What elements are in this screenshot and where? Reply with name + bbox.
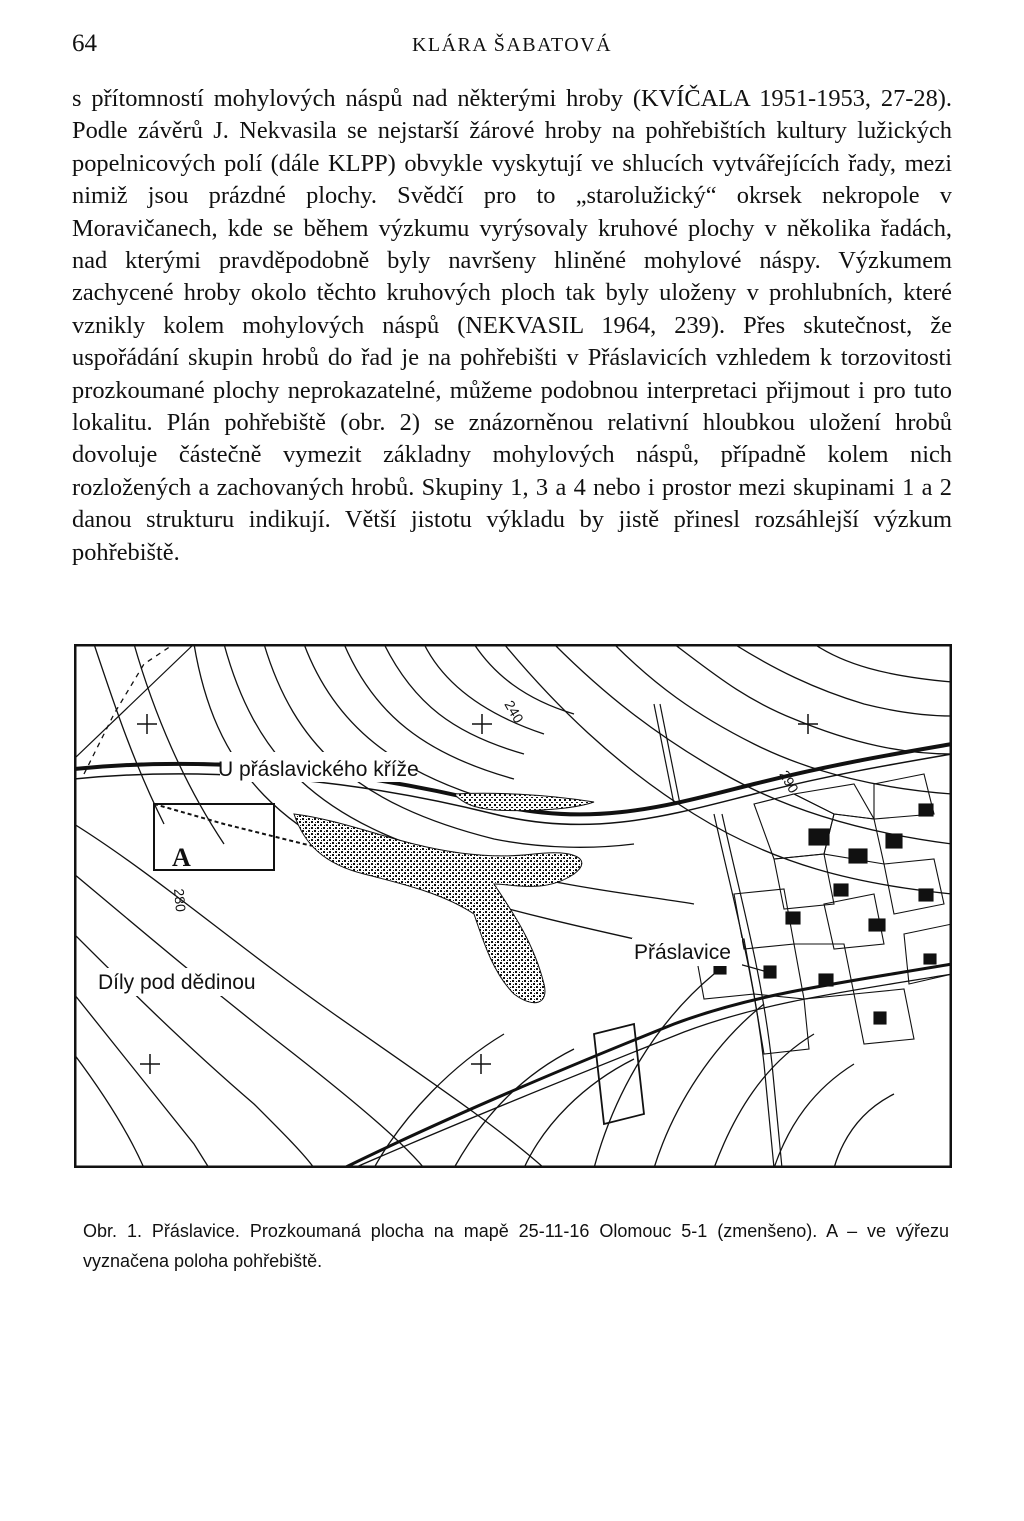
quarry-strip (454, 793, 594, 810)
lower-parcel (594, 1024, 644, 1124)
page-header (72, 30, 952, 70)
page-number: 64 (72, 30, 97, 57)
map-drawing (74, 644, 952, 1168)
district-boundary (84, 644, 174, 774)
label-fields: Díly pod dědinou (98, 971, 256, 994)
quarry-area (294, 814, 582, 1003)
label-village: Přáslavice (634, 941, 731, 964)
body-paragraph: s přítomností mohylových náspů nad některými hroby (KVÍČALA 1951-1953, 27-28). Podle závěrů J. Nekvasila se nejstarší žárové hroby na pohřebištích kultury lužických popelnicových polí (dále KLPP) obvykle vyskytují ve shlucích vytvářejících řady, mezi nimiž jsou prázdné plochy. Svědčí pro to „starolužický“ okrsek nekropole v Moravičanech, kde se během výzkumu vyrýsovaly kruhové plochy v několika řadách, nad kterými pravděpodobně byly navršeny hliněné mohylové náspy. Výzkumem zachycené hroby okolo těchto kruhových ploch tak byly uloženy v prohlubních, které vznikly kolem mohylových náspů (NEKVASIL 1964, 239). Přes skutečnost, že uspořádání skupin hrobů do řad je na pohřebišti v Přáslavicích vzhledem k torzovitosti prozkoumané plochy neprokazatelné, můžeme podobnou interpretaci přijmout i pro tuto lokalitu. Plán pohřebiště (obr. 2) se znázorněnou relativní hloubkou uložení hrobů dovoluje částečně vymezit základny mohylových náspů, případně kolem nich rozložených a zachovaných hrobů. Skupiny 1, 3 a 4 nebo i prostor mezi skupinami 1 a 2 danou strukturu indikují. Větší jistotu výkladu by jistě přinesl rozsáhlejší výzkum pohřebiště. (72, 85, 952, 566)
figure-caption: Obr. 1. Přáslavice. Prozkoumaná plocha na mapě 25-11-16 Olomouc 5-1 (zmenšeno). A – ve výřezu vyznačena poloha pohřebiště. (83, 1221, 949, 1271)
road-lower (344, 964, 952, 1168)
label-cross: U přáslavického kříže (218, 758, 419, 781)
contour-label-240: 240 (501, 697, 527, 726)
body-text (72, 83, 952, 569)
road-lower-edge (354, 974, 952, 1168)
area-a-label: A (172, 843, 191, 872)
map-figure (74, 644, 952, 1168)
contour-label-280: 280 (171, 887, 189, 913)
contour-label-290: 290 (776, 767, 802, 796)
running-title: KLÁRA ŠABATOVÁ (411, 34, 613, 56)
